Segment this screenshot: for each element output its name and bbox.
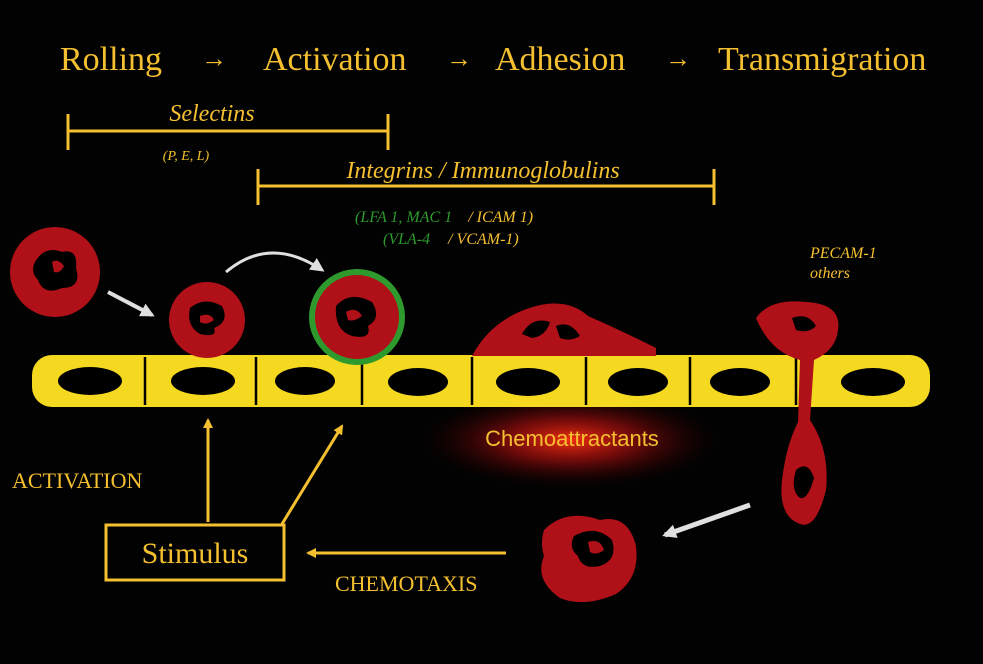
stage-activation: Activation [263, 41, 407, 78]
activation-label: ACTIVATION [12, 468, 143, 493]
integrin-lfa1-mac1: (LFA 1, MAC 1 [355, 209, 453, 226]
endothelial-nucleus [275, 367, 335, 395]
stage-arrow: → [201, 44, 227, 73]
pecam-label [809, 245, 877, 282]
stimulus-to-leukocyte-arrow [282, 426, 342, 524]
endothelial-nucleus [388, 368, 448, 396]
integrins-pairs-line1 [355, 209, 533, 226]
integrin-vla4: (VLA-4 [383, 231, 431, 248]
endothelial-nucleus [608, 368, 668, 396]
pecam-line1: PECAM-1 [810, 245, 877, 262]
activation-arrow [226, 253, 322, 272]
stage-transmigration: Transmigration [718, 41, 927, 78]
leukocyte-migrating [541, 516, 636, 602]
ligand-icam1: / ICAM 1) [468, 209, 534, 226]
chemotaxis-label: CHEMOTAXIS [335, 571, 478, 596]
endothelial-nucleus [710, 368, 770, 396]
integrins-label: Integrins / Immunoglobulins [346, 158, 620, 184]
stimulus-label: Stimulus [141, 537, 249, 570]
endothelial-layer [32, 355, 930, 407]
ligand-vcam1: / VCAM-1) [448, 231, 519, 248]
selectins-types: (P, E, L) [162, 149, 210, 164]
selectins-label: Selectins [169, 101, 255, 127]
leukocyte-free [10, 227, 100, 317]
leukocyte-adherent [472, 304, 656, 356]
stage-rolling: Rolling [60, 41, 163, 78]
leukocyte-transmigrating [756, 301, 838, 524]
flow-arrow [108, 292, 152, 315]
stage-arrow: → [665, 44, 691, 73]
endothelial-nucleus [58, 367, 122, 395]
endothelial-nucleus [496, 368, 560, 396]
endothelial-nucleus [171, 367, 235, 395]
leukocyte-rolling [169, 282, 245, 358]
endothelial-nucleus [841, 368, 905, 396]
pecam-line2: others [810, 265, 850, 282]
chemoattractants-label: Chemoattractants [485, 426, 659, 451]
integrins-bracket [258, 158, 714, 248]
stage-sequence [60, 41, 926, 78]
stage-arrow: → [446, 44, 472, 73]
selectins-bracket [68, 101, 388, 164]
stage-adhesion: Adhesion [495, 41, 626, 78]
integrins-pairs-line2 [383, 231, 519, 248]
exit-arrow [665, 505, 750, 535]
leukocyte-activated [312, 272, 402, 362]
